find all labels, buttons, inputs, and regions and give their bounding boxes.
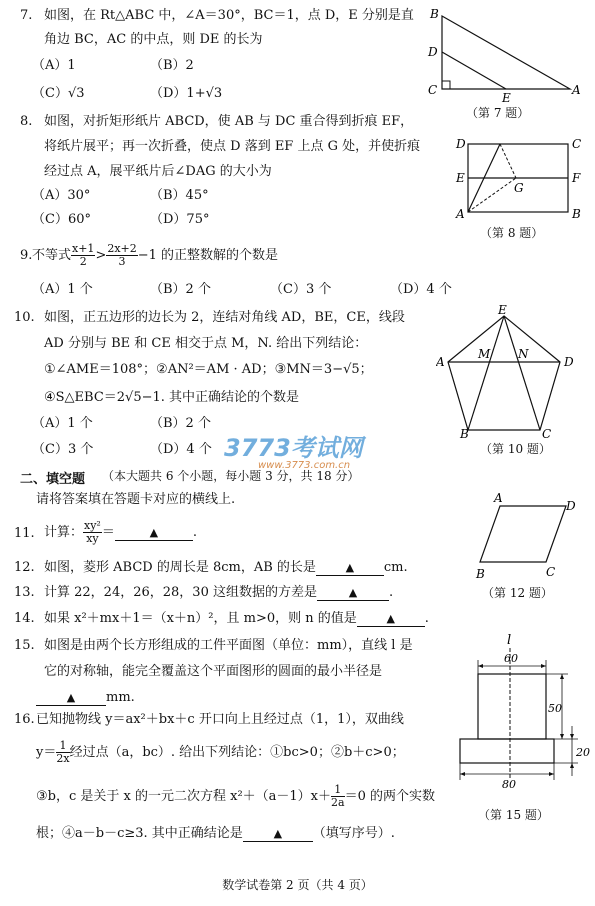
section-description: （本大题共 6 个小题，每小题 3 分，共 18 分） bbox=[102, 469, 360, 483]
q9-option-c: （C）3 个 bbox=[270, 282, 332, 297]
q12-figure bbox=[470, 490, 590, 582]
q8-label-b: B bbox=[572, 207, 581, 221]
q7-caption: （第 7 题） bbox=[466, 106, 530, 120]
q12-answer-blank[interactable] bbox=[316, 561, 384, 576]
q11-end: . bbox=[192, 525, 197, 540]
q9-number: 9. bbox=[20, 248, 33, 263]
q16-line3-pre: ③b，c 是关于 x 的一元二次方程 x²＋（a－1）x＋ bbox=[36, 789, 332, 804]
q7-number: 7. bbox=[20, 8, 33, 23]
q15-caption: （第 15 题） bbox=[478, 808, 549, 822]
q8-text-line3: 经过点 A，展平纸片后∠DAG 的大小为 bbox=[44, 164, 272, 179]
q13-end: . bbox=[388, 585, 394, 600]
q15-text-line2: 它的对称轴，能完全覆盖这个平面图形的圆面的最小半径是 bbox=[44, 664, 383, 679]
q10-option-c: （C）3 个 bbox=[32, 442, 94, 457]
q7-option-a: （A）1 bbox=[32, 58, 76, 73]
q16-text-line3 bbox=[36, 782, 435, 812]
q9-option-d: （D）4 个 bbox=[390, 282, 452, 297]
page-footer: 数学试卷第 2 页（共 4 页） bbox=[222, 878, 373, 892]
q9-gt: > bbox=[95, 248, 107, 263]
q11-answer-blank[interactable] bbox=[115, 526, 193, 541]
q8-option-c: （C）60° bbox=[32, 212, 91, 227]
q12-label-d: D bbox=[566, 499, 576, 513]
q7-text-line2: 角边 BC，AC 的中点，则 DE 的长为 bbox=[44, 32, 263, 47]
q15-answer-blank[interactable] bbox=[36, 691, 106, 706]
q16-fraction-1 bbox=[56, 740, 69, 765]
watermark-url: www.3773.com.cn bbox=[258, 460, 351, 471]
q9-option-a: （A）1 个 bbox=[32, 282, 93, 297]
q7-label-b: B bbox=[430, 7, 439, 21]
q10-option-b: （B）2 个 bbox=[150, 416, 211, 431]
q11-fraction bbox=[83, 520, 102, 545]
q7-label-c: C bbox=[428, 83, 438, 97]
q12-number: 12. bbox=[14, 560, 35, 575]
q10-text-line1: 如图，正五边形的边长为 2，连结对角线 AD，BE，CE，线段 bbox=[44, 310, 405, 325]
q11-pre: 计算： bbox=[44, 525, 84, 540]
q10-label-b: B bbox=[460, 427, 469, 441]
q16-frac2-num: 1 bbox=[331, 784, 345, 797]
q8-label-e: E bbox=[456, 171, 465, 185]
q8-label-c: C bbox=[572, 137, 582, 151]
q10-text-line4: ④S△EBC＝2√5−1. 其中正确结论的个数是 bbox=[44, 390, 300, 405]
q13-answer-blank[interactable] bbox=[317, 586, 389, 601]
q15-dim-bottom: 80 bbox=[502, 778, 516, 791]
q16-text-line1: 已知抛物线 y＝ax²＋bx＋c 开口向上且经过点（1，1），双曲线 bbox=[36, 712, 404, 727]
q16-number: 16. bbox=[14, 712, 35, 727]
q14-number: 14. bbox=[14, 611, 35, 626]
q11-eq: ＝ bbox=[101, 525, 115, 540]
q15-end: mm. bbox=[106, 690, 135, 705]
q7-option-b: （B）2 bbox=[150, 58, 194, 73]
q14-stem: 如果 x²＋mx＋1＝（x＋n）²，且 m>0，则 n 的值是 bbox=[44, 611, 357, 626]
q10-label-c: C bbox=[542, 427, 552, 441]
q12-text bbox=[44, 560, 408, 576]
q16-answer-mark: ▲ bbox=[273, 827, 283, 840]
q14-answer-mark: ▲ bbox=[386, 612, 396, 625]
q16-text-line4 bbox=[36, 826, 395, 842]
q11-frac-den: xy bbox=[86, 532, 99, 545]
q13-text bbox=[44, 585, 393, 601]
q8-label-d: D bbox=[456, 137, 466, 151]
q8-figure bbox=[448, 134, 588, 226]
q15-answer-mark: ▲ bbox=[66, 691, 76, 704]
q15-number: 15. bbox=[14, 638, 35, 653]
q14-end: . bbox=[424, 611, 429, 626]
q16-line4-post: （填写序号）. bbox=[312, 826, 395, 841]
q15-figure bbox=[450, 630, 590, 806]
q10-figure bbox=[436, 304, 586, 442]
q7-option-d: （D）1+√3 bbox=[150, 86, 223, 101]
q13-number: 13. bbox=[14, 585, 35, 600]
q7-text-line1: 如图，在 Rt△ABC 中，∠A＝30°，BC＝1，点 D，E 分别是直 bbox=[44, 8, 414, 23]
q16-line3-post: ＝0 的两个实数 bbox=[344, 789, 435, 804]
q8-option-a: （A）30° bbox=[32, 188, 91, 203]
q12-label-a: A bbox=[494, 491, 503, 505]
q10-caption: （第 10 题） bbox=[480, 442, 551, 456]
q10-text-line3: ①∠AME＝108°；②AN²＝AM · AD；③MN＝3−√5； bbox=[44, 362, 373, 377]
watermark-logo: 3773考试网 bbox=[224, 434, 363, 462]
q16-text-line2 bbox=[36, 738, 405, 768]
q10-text-line2: AD 分别与 BE 和 CE 相交于点 M，N. 给出下列结论： bbox=[44, 336, 368, 351]
q16-frac1-den: 2x bbox=[56, 752, 70, 765]
q10-label-m: M bbox=[478, 347, 491, 361]
q15-text-line1: 如图是由两个长方形组成的工件平面图（单位：mm），直线 l 是 bbox=[44, 638, 413, 653]
q7-label-e: E bbox=[502, 91, 511, 104]
q12-stem: 如图，菱形 ABCD 的周长是 8cm，AB 的长是 bbox=[44, 560, 316, 575]
q10-option-a: （A）1 个 bbox=[32, 416, 93, 431]
q7-label-a: A bbox=[572, 83, 581, 97]
q12-label-c: C bbox=[546, 565, 556, 579]
q10-label-a: A bbox=[436, 355, 445, 369]
q15-dim-right: 50 bbox=[548, 702, 562, 715]
q8-text-line1: 如图，对折矩形纸片 ABCD，使 AB 与 DC 重合得到折痕 EF， bbox=[44, 114, 414, 129]
q8-option-b: （B）45° bbox=[150, 188, 209, 203]
q10-label-d: D bbox=[564, 355, 574, 369]
q11-number: 11. bbox=[14, 526, 35, 541]
q12-caption: （第 12 题） bbox=[482, 586, 553, 600]
q11-frac-num: xy² bbox=[84, 519, 101, 532]
q8-number: 8. bbox=[20, 114, 33, 129]
q14-answer-blank[interactable] bbox=[357, 612, 425, 627]
q9-frac2-num: 2x+2 bbox=[107, 242, 137, 255]
q9-post: −1 的正整数解的个数是 bbox=[137, 248, 279, 263]
q12-end: cm. bbox=[383, 560, 408, 575]
q9-text bbox=[32, 241, 278, 271]
q7-figure bbox=[420, 4, 590, 104]
q15-dim-top: 60 bbox=[504, 652, 518, 665]
q11-answer-mark: ▲ bbox=[149, 526, 159, 539]
q9-frac1-den: 2 bbox=[79, 255, 87, 268]
q15-answer-line bbox=[36, 690, 135, 706]
q9-frac1-num: x+1 bbox=[72, 242, 95, 255]
q15-axis-label-l: l bbox=[507, 633, 512, 648]
q16-line2-post: 经过点（a，bc）. 给出下列结论：①bc>0；②b＋c>0； bbox=[69, 745, 405, 760]
q8-option-d: （D）75° bbox=[150, 212, 210, 227]
q16-line4-pre: 根；④a－b－c≥3. 其中正确结论是 bbox=[36, 826, 243, 841]
q9-frac2-den: 3 bbox=[118, 255, 126, 268]
section-title: 二、填空题 bbox=[20, 472, 86, 487]
q16-line2-pre: y＝ bbox=[36, 745, 57, 760]
q7-option-c: （C）√3 bbox=[32, 86, 85, 101]
section-instruction: 请将答案填在答题卡对应的横线上. bbox=[36, 492, 236, 507]
q8-label-f: F bbox=[572, 171, 581, 185]
q8-caption: （第 8 题） bbox=[480, 226, 544, 240]
q16-answer-blank[interactable] bbox=[243, 827, 313, 842]
q13-stem: 计算 22，24，26，28，30 这组数据的方差是 bbox=[44, 585, 317, 600]
q11-text bbox=[44, 518, 197, 548]
q10-option-d: （D）4 个 bbox=[150, 442, 212, 457]
q14-text bbox=[44, 611, 429, 627]
q9-pre: 不等式 bbox=[32, 248, 72, 263]
q16-frac1-num: 1 bbox=[56, 740, 69, 753]
q15-dim-bottom-right: 20 bbox=[576, 746, 590, 759]
q9-option-b: （B）2 个 bbox=[150, 282, 211, 297]
q8-label-a: A bbox=[456, 207, 465, 221]
q12-label-b: B bbox=[476, 567, 485, 581]
q10-label-n: N bbox=[518, 347, 529, 361]
q12-answer-mark: ▲ bbox=[345, 561, 355, 574]
q8-label-g: G bbox=[514, 181, 524, 195]
q16-fraction-2 bbox=[331, 784, 345, 809]
q10-label-e: E bbox=[498, 304, 507, 317]
q16-frac2-den: 2a bbox=[331, 796, 345, 809]
q10-number: 10. bbox=[14, 310, 35, 325]
q8-text-line2: 将纸片展平；再一次折叠，使点 D 落到 EF 上点 G 处，并使折痕 bbox=[44, 139, 421, 154]
q13-answer-mark: ▲ bbox=[348, 586, 358, 599]
q7-label-d: D bbox=[428, 45, 438, 59]
q9-fraction-2 bbox=[106, 243, 137, 268]
q9-fraction-1 bbox=[71, 243, 95, 268]
